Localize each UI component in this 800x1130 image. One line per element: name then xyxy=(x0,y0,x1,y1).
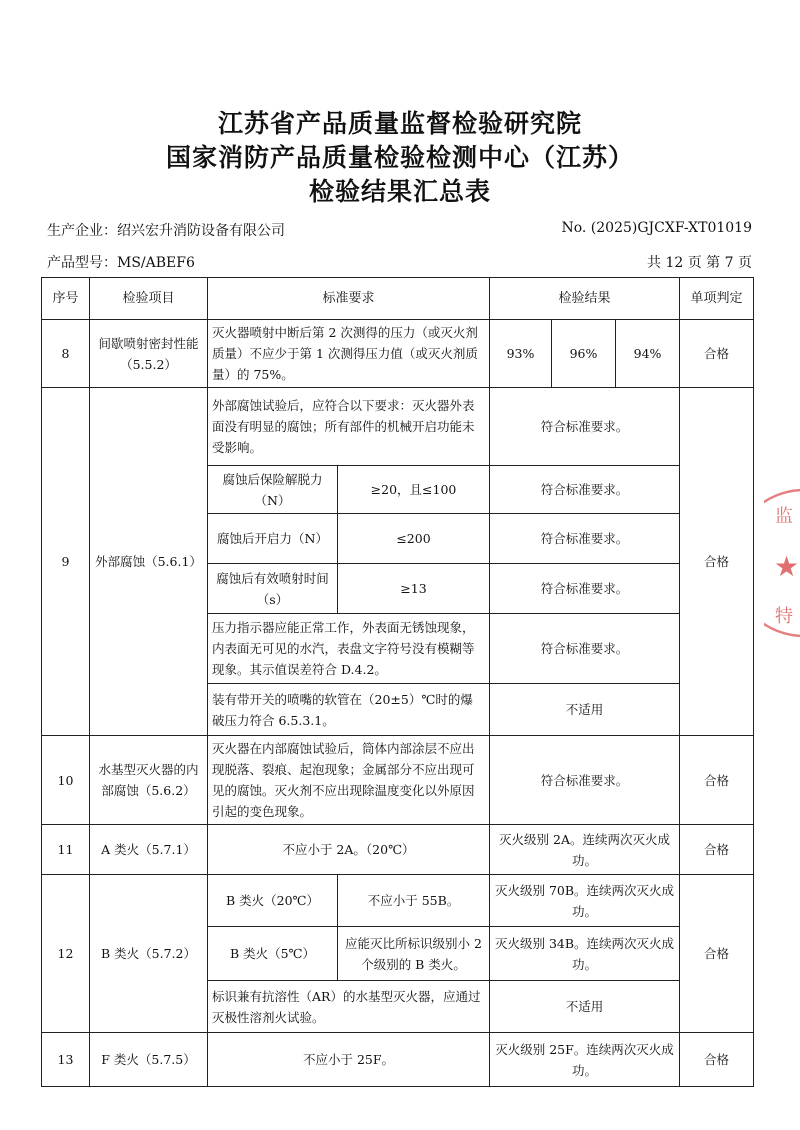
requirement: 外部腐蚀试验后，应符合以下要求：灭火器外表面没有明显的腐蚀；所有部件的机械开启功能未受影响。 xyxy=(208,388,490,466)
test-item: B 类火（5.7.2） xyxy=(90,875,208,1033)
seal-stamp xyxy=(764,488,800,638)
sub-item-value: ≤200 xyxy=(338,514,490,564)
requirement: 灭火器在内部腐蚀试验后，筒体内部涂层不应出现脱落、裂痕、起泡现象；金属部分不应出现可见的腐蚀。灭火剂不应出现除温度变化以外原因引起的变色现象。 xyxy=(208,736,490,825)
row-number: 8 xyxy=(42,320,90,388)
result-text: 符合标准要求。 xyxy=(490,388,680,466)
table-row xyxy=(42,1033,754,1087)
row-number: 10 xyxy=(42,736,90,825)
sub-item-value: 应能灭比所标识级别小 2 个级别的 B 类火。 xyxy=(338,927,490,981)
test-item: 外部腐蚀（5.6.1） xyxy=(90,388,208,736)
table-row xyxy=(42,875,754,927)
test-item: 间歇喷射密封性能（5.5.2） xyxy=(90,320,208,388)
row-number: 13 xyxy=(42,1033,90,1087)
result-value: 93% xyxy=(490,320,552,388)
sub-item-name: 腐蚀后保险解脱力（N） xyxy=(208,466,338,514)
seal-char: 监 xyxy=(775,506,793,527)
sub-item-value: ≥20，且≤100 xyxy=(338,466,490,514)
verdict: 合格 xyxy=(680,875,754,1033)
center-title: 国家消防产品质量检验检测中心（江苏） xyxy=(165,143,634,172)
col-header-item: 检验项目 xyxy=(90,278,208,320)
table-title: 检验结果汇总表 xyxy=(308,177,491,206)
result-text: 灭火级别 25F。连续两次灭火成功。 xyxy=(490,1033,680,1087)
sub-item-name: B 类火（20℃） xyxy=(208,875,338,927)
col-header-verdict: 单项判定 xyxy=(680,278,754,320)
result-value: 96% xyxy=(552,320,616,388)
sub-item-value: ≥13 xyxy=(338,564,490,614)
requirement: 装有带开关的喷嘴的软管在（20±5）℃时的爆破压力符合 6.5.3.1。 xyxy=(208,684,490,736)
verdict: 合格 xyxy=(680,1033,754,1087)
result-text: 符合标准要求。 xyxy=(490,736,680,825)
seal-star-icon: ★ xyxy=(774,550,800,583)
table-row xyxy=(42,320,754,388)
result-text: 符合标准要求。 xyxy=(490,564,680,614)
result-text: 不适用 xyxy=(490,684,680,736)
sub-item-value: 不应小于 55B。 xyxy=(338,875,490,927)
requirement: 灭火器喷射中断后第 2 次测得的压力（或灭火剂质量）不应少于第 1 次测得压力值（或灭火剂质量）的 75%。 xyxy=(208,320,490,388)
institute-title: 江苏省产品质量监督检验研究院 xyxy=(217,109,582,138)
model-label: 产品型号：MS/ABEF6 xyxy=(47,255,195,271)
requirement: 压力指示器应能正常工作，外表面无锈蚀现象，内表面无可见的水汽，表盘文字符号没有模糊等现象。其示值误差符合 D.4.2。 xyxy=(208,614,490,684)
result-text: 灭火级别 70B。连续两次灭火成功。 xyxy=(490,875,680,927)
col-header-requirement: 标准要求 xyxy=(208,278,490,320)
table-row xyxy=(42,388,754,466)
result-text: 灭火级别 34B。连续两次灭火成功。 xyxy=(490,927,680,981)
result-value: 94% xyxy=(616,320,680,388)
col-header-result: 检验结果 xyxy=(490,278,680,320)
seal-char: 特 xyxy=(775,606,793,627)
requirement: 标识兼有抗溶性（AR）的水基型灭火器，应通过灭极性溶剂火试验。 xyxy=(208,981,490,1033)
row-number: 12 xyxy=(42,875,90,1033)
verdict: 合格 xyxy=(680,388,754,736)
result-text: 符合标准要求。 xyxy=(490,514,680,564)
company-label: 生产企业：绍兴宏升消防设备有限公司 xyxy=(47,223,285,239)
verdict: 合格 xyxy=(680,825,754,875)
row-number: 11 xyxy=(42,825,90,875)
test-item: F 类火（5.7.5） xyxy=(90,1033,208,1087)
report-number: No. (2025)GJCXF-XT01019 xyxy=(561,220,752,236)
result-text: 符合标准要求。 xyxy=(490,466,680,514)
test-item: A 类火（5.7.1） xyxy=(90,825,208,875)
sub-item-name: B 类火（5℃） xyxy=(208,927,338,981)
result-text: 符合标准要求。 xyxy=(490,614,680,684)
table-row xyxy=(42,736,754,825)
result-text: 灭火级别 2A。连续两次灭火成功。 xyxy=(490,825,680,875)
sub-item-name: 腐蚀后开启力（N） xyxy=(208,514,338,564)
results-table xyxy=(41,277,754,1087)
result-text: 不适用 xyxy=(490,981,680,1033)
row-number: 9 xyxy=(42,388,90,736)
verdict: 合格 xyxy=(680,736,754,825)
verdict: 合格 xyxy=(680,320,754,388)
page-count: 共 12 页 第 7 页 xyxy=(647,255,752,271)
col-header-no: 序号 xyxy=(42,278,90,320)
requirement: 不应小于 2A。（20℃） xyxy=(208,825,490,875)
test-item: 水基型灭火器的内部腐蚀（5.6.2） xyxy=(90,736,208,825)
table-row xyxy=(42,825,754,875)
sub-item-name: 腐蚀后有效喷射时间（s） xyxy=(208,564,338,614)
requirement: 不应小于 25F。 xyxy=(208,1033,490,1087)
